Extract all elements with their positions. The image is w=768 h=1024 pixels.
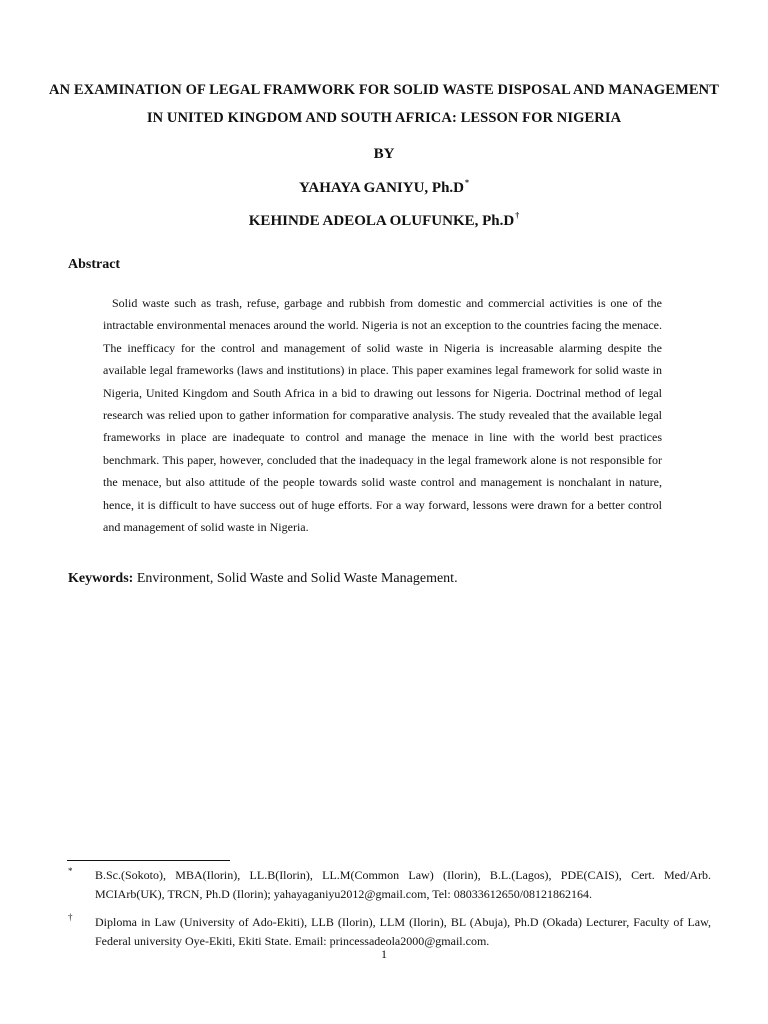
- footnote-separator: [67, 860, 230, 861]
- footnote-1-marker: *: [68, 866, 73, 876]
- abstract-heading: Abstract: [68, 257, 121, 272]
- footnote-2-marker: †: [68, 912, 73, 922]
- keywords: [68, 571, 458, 587]
- page-number: 1: [381, 947, 387, 961]
- footnote-1: B.Sc.(Sokoto), MBA(Ilorin), LL.B(Ilorin), LL.M(Common Law) (Ilorin), B.L.(Lagos), PDE(CAIS), Cert. Med/Arb. MCIArb(UK), TRCN, Ph.D (Ilorin); yahayaganiyu2012@gmail.com, Tel: 08033612650/08121862164.: [95, 868, 711, 901]
- author-2-footnote-marker: †: [515, 211, 520, 220]
- paper-title: AN EXAMINATION OF LEGAL FRAMWORK FOR SOLID WASTE DISPOSAL AND MANAGEMENT IN UNITED KINGDOM AND SOUTH AFRICA: LESSON FOR NIGERIA: [49, 82, 719, 126]
- footnote-2: Diploma in Law (University of Ado-Ekiti), LLB (Ilorin), LLM (Ilorin), BL (Abuja), Ph.D (Okada) Lecturer, Faculty of Law, Federal university Oye-Ekiti, Ekiti State. Email: princessadeola2000@gmail.com.: [95, 915, 711, 948]
- keywords-label: Keywords:: [68, 571, 134, 586]
- author-1: [0, 178, 768, 197]
- author-1-footnote-marker: *: [465, 178, 470, 187]
- author-2-name: KEHINDE ADEOLA OLUFUNKE, Ph.D: [248, 213, 515, 229]
- author-1-name: YAHAYA GANIYU, Ph.D: [298, 180, 465, 196]
- keywords-text: Environment, Solid Waste and Solid Waste Management.: [136, 571, 458, 586]
- by-line: BY: [373, 146, 395, 162]
- abstract-text: Solid waste such as trash, refuse, garbage and rubbish from domestic and commercial activities is one of the intractable environmental menaces around the world. Nigeria is not an exception to the countries facing the menace. The inefficacy for the control and management of solid waste in Nigeria is increasable alarming despite the available legal frameworks (laws and institutions) in place. This paper examines legal framework for solid waste in Nigeria, United Kingdom and South Africa in a bid to drawing out lessons for Nigeria. Doctrinal method of legal research was relied upon to gather information for comparative analysis. The study revealed that the available legal frameworks in place are inadequate to control and manage the menace in line with the world best practices benchmark. This paper, however, concluded that the inadequacy in the legal framework alone is not responsible for the menace, but also attitude of the people towards solid waste control and management is nonchalant in nature, hence, it is difficult to have success out of huge efforts. For a way forward, lessons were drawn for a better control and management of solid waste in Nigeria.: [103, 296, 662, 535]
- author-2: [0, 211, 768, 230]
